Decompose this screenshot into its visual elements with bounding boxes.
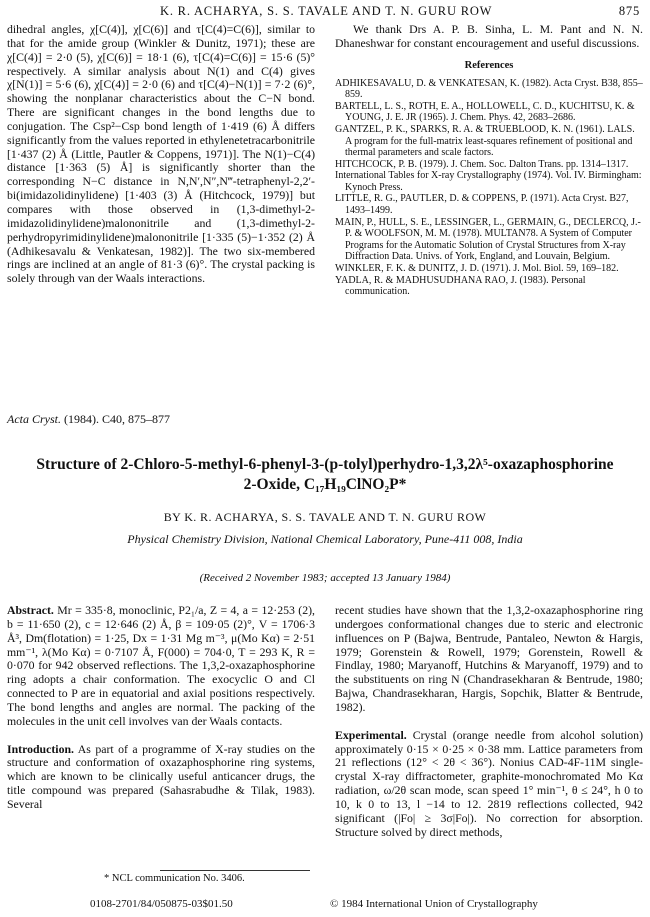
references-heading: References <box>464 59 514 71</box>
abstract-text: Mr = 335·8, monoclinic, P2₁/a, Z = 4, a = 12·253 (2), b = 11·650 (2), c = 12·646 (2) Å, β = 109·05 (2)°, V = 1706·3 Å³, Dm(flotation) = 1·25, Dx = 1·31 Mg m⁻³, μ(Mo Kα) = 2·51 mm⁻¹, λ(Mo Kα) = 0·7107 Å, F(000) = 704·0, T = 293 K, R = 0·070 for 942 observed reflections. The 1,3,2-oxazaphosphorine ring adopts a chair conformation. The exocyclic O and Cl connected to P are in equatorial and axial positions respectively. The bond lengths and angles are normal. The packing of the molecules in the unit cell involves van der Waals contacts. <box>7 603 315 728</box>
introduction-continued: recent studies have shown that the 1,3,2-oxazaphosphorine ring undergoes conformational changes due to steric and electronic influences on P (Bajwa, Bentrude, Pantaleo, Newton & Hargis, 1979; Gorenstein & Rowell, 1979; Gorenstein, Rowell & Findlay, 1980; Maryanoff, Hutchins & Maryanoff, 1979) and to the substituents on ring N (Chandrasekharan & Bentrude, 1980; Bajwa, Chandrasekharan, Hargis, Sopchik, Blatter & Bentrude, 1982). <box>335 603 643 714</box>
experimental-text: Crystal (orange needle from alcohol solution) approximately 0·15 × 0·25 × 0·38 mm. Lattice parameters from 21 reflections (12° < 2θ < 36°). Nonius CAD-4F-11M single-crystal X-ray diffractometer, graphite-monochromated Mo Kα radiation, ω/2θ scan mode, scan speed 1° min⁻¹, θ ≤ 24°, h 0 to 10, k 0 to 13, l −14 to 12. 2819 reflections collected, 942 significant (|Fo| ≥ 3σ|Fo|). No correction for absorption. Structure solved by direct methods, <box>335 727 644 839</box>
author-list: BY K. R. ACHARYA, S. S. TAVALE AND T. N. GURU ROW <box>163 510 487 524</box>
copyright-line: © 1984 International Union of Crystallography <box>330 898 538 910</box>
article-title-line-2: 2-Oxide, C₁₇H₁₉ClNO₂P* <box>243 476 407 493</box>
acknowledgements-and-references <box>335 23 643 298</box>
running-head-title: K. R. ACHARYA, S. S. TAVALE AND T. N. GURU ROW <box>160 4 493 18</box>
reference-item: GANTZEL, P. K., SPARKS, R. A. & TRUEBLOOD, K. N. (1961). LALS. A program for the full-matrix least-squares refinement of positional and thermal parameters and scale factors. <box>335 123 635 159</box>
reference-item: LITTLE, R. G., PAUTLER, D. & COPPENS, P. (1971). Acta Cryst. B27, 1493–1499. <box>335 193 629 217</box>
page-number: 875 <box>618 4 640 18</box>
introduction <box>7 743 315 812</box>
reference-item: WINKLER, F. K. & DUNITZ, J. D. (1971). J. Mol. Biol. 59, 169–182. <box>335 263 619 275</box>
journal-name: Acta Cryst. <box>7 412 61 426</box>
previous-article-paragraph: dihedral angles, χ[C(4)], χ[C(6)] and τ[C(4)=C(6)], similar to that for the amide group (Winkler & Dunitz, 1971); these are χ[C(4)] = 2·0 (5), χ[C(6)] = 18·1 (6), τ[C(4)=C(6)] = 15·6 (5)° respectively. A similar analysis about N(1) and C(4) gives χ[N(1)] = 5·6 (6), χ[C(4)] = 2·0 (6) and τ[C(4)−N(1)] = 7·2 (6)°, showing the nonplanar characteristics about the C−N bond. There are significant changes in the bond lengths due to conjugation. The Csp²−Csp bond length of 1·419 (6) Å differs significantly from the values reported in ethylenetetracarbonitrile [1·437 (2) Å (Little, Pautler & Coppens, 1971)]. The N(1)−C(4) distance [1·363 (5) Å] is significantly shorter than the corresponding N−C distance in N,N′,N″,N‴-tetraphenyl-2,2′-bi(imidazolidinylidene) [1·403 (3) Å (Hitchcock, 1979)] but compares with those observed in (1,3-dimethyl-2-imidazolidinylidene)malononitrile and (1,3-dimethyl-2-perhydropyrimidinylidene)malononitrile [1·335 (5)−1·352 (2) Å (Adhikesavalu & Venkatesan, 1982)]. The two six-membered rings are inclined at an angle of 81·3 (6)°. The crystal packing is solely through van der Waals interactions. <box>7 22 315 286</box>
reference-item: ADHIKESAVALU, D. & VENKATESAN, K. (1982). Acta Cryst. B38, 855–859. <box>335 77 643 101</box>
reference-item: BARTELL, L. S., ROTH, E. A., HOLLOWELL, C. D., KUCHITSU, K. & YOUNG, J. E. JR (1965). J. Chem. Phys. 42, 2683–2686. <box>335 100 635 124</box>
reference-item: YADLA, R. & MADHUSUDHANA RAO, J. (1983). Personal communication. <box>335 274 586 298</box>
acknowledgement: We thank Drs A. P. B. Sinha, L. M. Pant and N. N. Dhaneshwar for constant encouragement and useful discussions. <box>335 22 643 50</box>
reference-item: MAIN, P., HULL, S. E., LESSINGER, L., GERMAIN, G., DECLERCQ, J.-P. & WOOLFSON, M. M. (1978). MULTAN78. A System of Computer Programs for the Automatic Solution of Crystal Structures from X-ray Diffraction Data. Univs. of York, England, and Louvain, Belgium. <box>335 216 641 263</box>
affiliation: Physical Chemistry Division, National Chemical Laboratory, Pune-411 008, India <box>127 532 523 546</box>
issn-line: 0108-2701/84/050875-03$01.50 <box>90 898 233 910</box>
reference-list <box>335 78 643 298</box>
previous-article-text <box>7 23 315 286</box>
footnote-divider <box>160 870 310 871</box>
journal-citation <box>7 412 170 427</box>
experimental-label: Experimental. <box>335 727 407 742</box>
introduction-text: As part of a programme of X-ray studies on the structure and conformation of oxazaphosphorine ring systems, which are known to be clinically useful anticancer drugs, the title compound was prepared (Sahasrabudhe & Tilak, 1983). Several <box>7 741 315 811</box>
article-left-column <box>7 604 315 812</box>
reference-item: HITCHCOCK, P. B. (1979). J. Chem. Soc. Dalton Trans. pp. 1314–1317. <box>335 158 629 170</box>
footnote: * NCL communication No. 3406. <box>104 873 245 884</box>
article-right-column <box>335 604 643 840</box>
article-title <box>0 455 650 495</box>
received-dates: (Received 2 November 1983; accepted 13 January 1984) <box>199 572 451 584</box>
reference-item: International Tables for X-ray Crystallography (1974). Vol. IV. Birmingham: Kynoch Press. <box>335 170 642 193</box>
experimental <box>335 729 643 840</box>
article-title-line-1: Structure of 2-Chloro-5-methyl-6-phenyl-3-(p-tolyl)perhydro-1,3,2λ⁵-oxazaphosphorine <box>36 456 614 473</box>
abstract-label: Abstract. <box>7 603 54 617</box>
volume-pages: (1984). C40, 875–877 <box>64 412 170 426</box>
introduction-label: Introduction. <box>7 741 74 756</box>
abstract <box>7 604 315 729</box>
